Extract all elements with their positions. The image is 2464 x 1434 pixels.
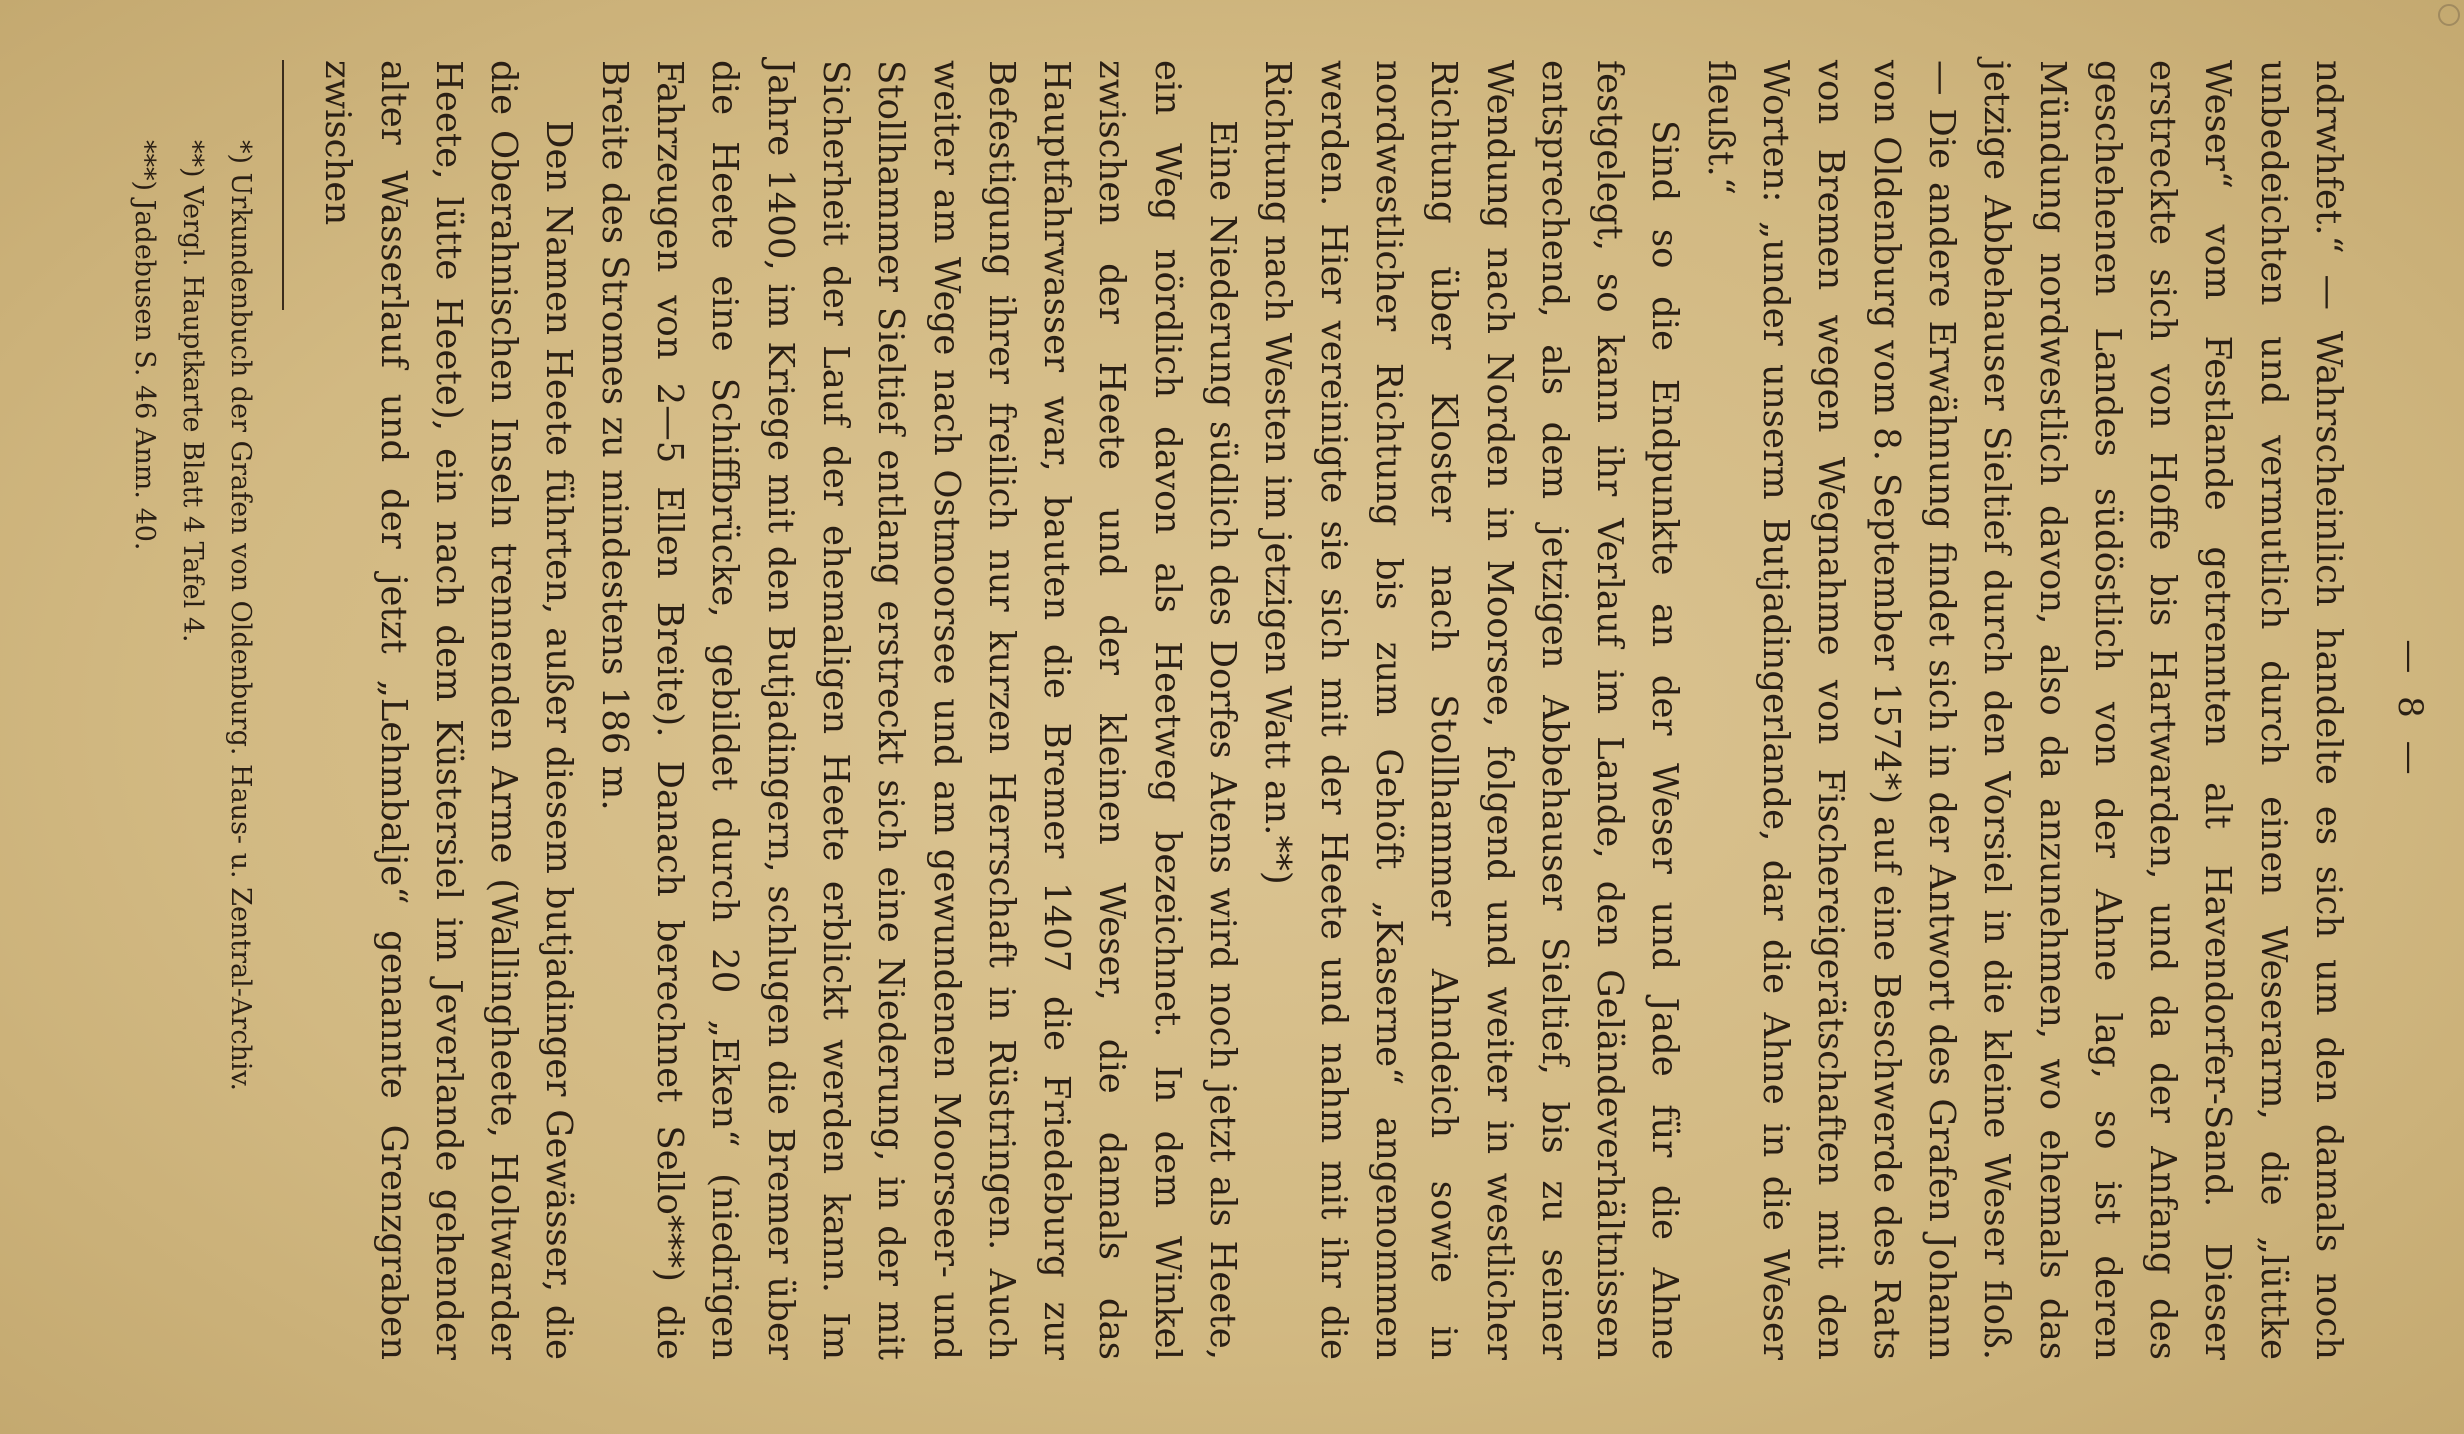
paragraph-1: ndrwhfet.“ — Wahrscheinlich handelte es sich um den damals noch unbedeichten und vermutlich durch einen Weserarm, die „lüttke Weser“ vom Festlande getrennten alt Havendorfer-Sand. Dieser erstreckte sich von Hoffe bis Hartwarden, und da der Anfang des geschehenen Landes südöstlich von der Ahne lag, so ist deren Mündung nordwestlich davon, also da anzunehmen, wo ehemals das jetzige Abbehauser Sieltief durch den Vorsiel in die kleine Weser floß. — Die andere Erwähnung findet sich in der Antwort des Grafen Johann von Oldenburg vom 8. September 1574*) auf eine Beschwerde des Rats von Bremen wegen Wegnahme von Fischereigerätschaften mit den Worten: „under unserm Butjadingerlande, dar die Ahne in die Weser fleußt.“: [1699, 60, 2349, 1360]
paragraph-3: Eine Niederung südlich des Dorfes Atens wird noch jetzt als Heete, ein Weg nördlich davon als Heetweg bezeichnet. In dem Winkel zwischen der Heete und der kleinen Weser, die damals das Hauptfahrwasser war, bauten die Bremer 1407 die Friedeburg zur Befestigung ihrer freilich nur kurzen Herrschaft in Rüstringen. Auch weiter am Wege nach Ostmoorsee und am gewundenen Moorseer- und Stollhammer Sieltief entlang erstreckt sich eine Niederung, in der mit Sicherheit der Lauf der ehemaligen Heete erblickt werden kann. Im Jahre 1400, im Kriege mit den Butjadingern, schlugen die Bremer über die Heete eine Schiffbrücke, gebildet durch 20 „Eken“ (niedrigen Fahrzeugen von 2—5 Ellen Breite). Danach berechnet Sello***) die Breite des Stromes zu mindestens 186 m.: [593, 60, 1244, 1360]
page-number: — 8 —: [2390, 639, 2430, 781]
footnote-2: **) Vergl. Hauptkarte Blatt 4 Tafel 4.: [177, 140, 209, 643]
paragraph-4: Den Namen Heete führten, außer diesem butjadinger Gewässer, die die Oberahnischen Inseln trennenden Arme (Wallingheete, Holtwarder Heete, lütte Heete), ein nach dem Küstersiel im Jeverlande gehender alter Wasserlauf und der jetzt „Lehmbalje“ genannte Grenzgraben zwischen: [317, 60, 580, 1360]
body-text: [310, 60, 2356, 1360]
footnote-3: ***) Jadebusen S. 46 Anm. 40.: [129, 140, 161, 551]
footnotes: [120, 60, 264, 1360]
paragraph-2: Sind so die Endpunkte an der Weser und Jade für die Ahne festgelegt, so kann ihr Verlauf im Lande, den Geländeverhältnissen entsprechend, als dem jetzigen Abbehauser Sieltief, bis zu seiner Wendung nach Norden in Moorsee, folgend und weiter in westlicher Richtung über Kloster nach Stollhammer Ahndeich sowie in nordwestlicher Richtung bis zum Gehöft „Kaserne“ angenommen werden. Hier vereinigte sie sich mit der Heete und nahm mit ihr die Richtung nach Westen im jetzigen Watt an.**): [1257, 60, 1686, 1360]
footnote-divider: [282, 60, 284, 310]
rotated-text-block: [100, 60, 2430, 1360]
page-edge-mark: [2438, 4, 2460, 26]
footnote-1: *) Urkundenbuch der Grafen von Oldenburg. Haus- u. Zentral-Archiv.: [225, 140, 257, 1092]
